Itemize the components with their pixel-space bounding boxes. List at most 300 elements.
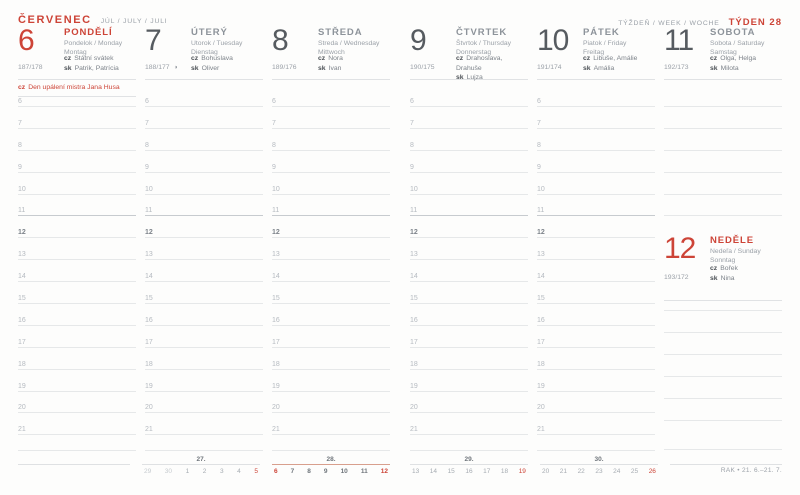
hour-rule	[18, 391, 136, 392]
mini-day-number: 12	[380, 468, 388, 475]
mini-day-number: 20	[542, 468, 550, 475]
month-header	[18, 10, 390, 26]
mini-day-number: 8	[307, 468, 311, 475]
hour-row-16	[145, 316, 263, 338]
nameday-cz: Bořek	[720, 265, 738, 273]
hour-label: 18	[18, 360, 26, 368]
cz-tag: cz	[18, 84, 26, 91]
day-number: 10	[537, 24, 569, 57]
hour-rule	[272, 347, 390, 348]
hour-rule	[410, 347, 528, 348]
sunday-lines	[664, 301, 782, 432]
sk-tag: sk	[191, 64, 199, 72]
hour-rule	[18, 281, 136, 282]
hour-rule	[410, 391, 528, 392]
hour-rule	[537, 303, 655, 304]
cz-tag: cz	[64, 55, 72, 62]
hour-label: 12	[410, 229, 418, 237]
nameday-sk: Amália	[593, 64, 615, 72]
mini-day-number: 3	[219, 468, 224, 475]
hour-rule	[18, 172, 136, 173]
day-name-translation: Štvrtok / Thursday	[456, 40, 512, 47]
mini-week-days	[142, 468, 260, 475]
hour-row-18	[145, 360, 263, 382]
mini-week-30	[540, 456, 658, 475]
hour-rule	[410, 259, 528, 260]
day-names	[583, 27, 626, 57]
hour-rule	[537, 325, 655, 326]
month-translations: JÚL / JULY / JULI	[100, 18, 168, 25]
day-number: 12	[664, 232, 696, 266]
hour-label: 9	[18, 163, 22, 171]
hour-row-10	[410, 185, 528, 207]
day-of-year: 191/174	[537, 64, 562, 71]
hour-label: 17	[410, 338, 418, 346]
day-column-wednesday	[272, 26, 390, 451]
hour-rule	[410, 303, 528, 304]
day-name-translation: Piatok / Friday	[583, 40, 627, 47]
hour-label: 15	[272, 295, 280, 303]
hour-row-19	[272, 382, 390, 404]
hour-label: 15	[145, 295, 153, 303]
hour-rule	[272, 369, 390, 370]
hour-rule	[145, 194, 263, 195]
header-spacer	[664, 80, 782, 97]
hour-label: 21	[410, 426, 418, 434]
hour-row-11	[18, 206, 136, 228]
saturday-lines	[664, 97, 782, 228]
nameday-sk: Ivan	[328, 64, 342, 72]
hour-row-9	[537, 163, 655, 185]
day-number: 6	[18, 24, 34, 57]
nameday-cz: Státní svátek	[74, 55, 114, 62]
hour-row-12	[18, 228, 136, 250]
day-name-translation: Streda / Wednesday	[318, 40, 380, 47]
hour-rule	[272, 215, 390, 216]
hour-row-19	[537, 382, 655, 404]
hour-row-13	[272, 250, 390, 272]
hour-row-21	[410, 425, 528, 447]
hour-rule	[410, 106, 528, 107]
hour-rule	[272, 106, 390, 107]
hour-label: 20	[537, 404, 545, 412]
hour-row-17	[18, 338, 136, 360]
day-name-translation: Pondelok / Monday	[64, 40, 123, 47]
day-name: STŘEDA	[318, 27, 363, 38]
hour-label: 16	[18, 316, 26, 324]
mini-day-number: 9	[323, 468, 328, 475]
hour-rule	[537, 172, 655, 173]
hour-label: 19	[537, 382, 545, 390]
mini-day-number: 1	[185, 468, 190, 475]
hour-label: 21	[537, 426, 545, 434]
hour-label: 16	[145, 316, 153, 324]
day-header-friday	[537, 26, 655, 80]
hour-rule	[145, 106, 263, 107]
hour-rule	[410, 150, 528, 151]
hour-label: 9	[145, 163, 149, 171]
day-name-translation-de: Donnerstag	[456, 48, 492, 56]
day-names	[710, 27, 764, 57]
hour-row-18	[272, 360, 390, 382]
hour-row-7	[145, 119, 263, 141]
ruled-line-row	[664, 411, 782, 433]
mini-day-number: 5	[254, 468, 258, 475]
cz-tag: cz	[710, 55, 718, 62]
hour-row-17	[537, 338, 655, 360]
day-of-year: 188/177 ◑	[145, 64, 178, 71]
day-header-monday	[18, 26, 136, 80]
hour-row-11	[272, 206, 390, 228]
left-day-columns	[18, 26, 390, 451]
hour-rule	[272, 172, 390, 173]
hour-label: 20	[272, 404, 280, 412]
hour-row-17	[272, 338, 390, 360]
mini-week-days	[410, 468, 528, 475]
hour-rule	[537, 128, 655, 129]
hour-row-14	[145, 272, 263, 294]
hour-rule	[272, 412, 390, 413]
hour-label: 18	[145, 360, 153, 368]
hour-row-11	[410, 206, 528, 228]
hour-row-9	[272, 163, 390, 185]
mini-day-number: 6	[274, 468, 278, 475]
hour-rule	[18, 194, 136, 195]
hour-rule	[537, 281, 655, 282]
hour-row-18	[18, 360, 136, 382]
hour-rule	[272, 128, 390, 129]
mini-day-number: 15	[447, 468, 455, 475]
hour-row-19	[18, 382, 136, 404]
hour-rule	[537, 150, 655, 151]
left-page	[18, 0, 390, 495]
rule-line	[664, 215, 782, 216]
hour-label: 19	[145, 382, 153, 390]
hour-label: 13	[410, 251, 418, 259]
hour-row-7	[18, 119, 136, 141]
mini-day-number: 10	[340, 468, 348, 475]
day-column-tuesday	[145, 26, 263, 451]
month-title: ČERVENEC	[18, 14, 92, 26]
rule-line	[664, 310, 782, 311]
hour-label: 12	[537, 229, 545, 237]
hour-rule	[537, 391, 655, 392]
hour-rule	[272, 150, 390, 151]
hour-rule	[272, 434, 390, 435]
hour-grid-wednesday	[272, 97, 390, 451]
hour-row-19	[145, 382, 263, 404]
namedays	[318, 54, 343, 73]
header-spacer	[537, 80, 655, 97]
hour-rule	[272, 237, 390, 238]
rule-line	[664, 194, 782, 195]
day-of-year: 192/173	[664, 64, 689, 71]
hour-label: 9	[272, 163, 276, 171]
hour-label: 19	[410, 382, 418, 390]
hour-rule	[410, 412, 528, 413]
hour-label: 8	[410, 141, 414, 149]
hour-label: 18	[410, 360, 418, 368]
mini-day-number: 11	[360, 468, 368, 475]
hour-row-12	[537, 228, 655, 250]
hour-label: 7	[537, 119, 541, 127]
mini-day-number: 22	[577, 468, 585, 475]
hour-label: 16	[537, 316, 545, 324]
hour-label: 10	[18, 185, 26, 193]
hour-label: 10	[272, 185, 280, 193]
hour-label: 14	[18, 273, 26, 281]
holiday-note	[18, 80, 136, 97]
hour-label: 9	[410, 163, 414, 171]
hour-row-6	[537, 97, 655, 119]
hour-rule	[145, 391, 263, 392]
mini-day-number: 16	[465, 468, 473, 475]
hour-label: 14	[145, 273, 153, 281]
mini-week-rule	[272, 464, 390, 465]
nameday-sk: Nina	[720, 274, 735, 282]
hour-label: 18	[537, 360, 545, 368]
mini-week-label: 30.	[594, 456, 604, 463]
mini-week-label: 29.	[464, 456, 474, 463]
rule-line	[664, 150, 782, 151]
hour-label: 18	[272, 360, 280, 368]
hour-rule	[145, 347, 263, 348]
hour-label: 12	[18, 229, 26, 237]
hour-row-14	[272, 272, 390, 294]
day-names	[191, 27, 242, 57]
hour-rule	[410, 172, 528, 173]
hour-label: 14	[537, 273, 545, 281]
namedays	[456, 54, 528, 83]
hour-row-10	[537, 185, 655, 207]
day-names	[710, 235, 761, 265]
hour-rule	[537, 106, 655, 107]
hour-rule	[18, 215, 136, 216]
hour-label: 16	[410, 316, 418, 324]
day-name-translation: Utorok / Tuesday	[191, 40, 243, 47]
hour-rule	[537, 215, 655, 216]
mini-day-number: 14	[429, 468, 438, 475]
namedays	[191, 54, 233, 73]
hour-label: 9	[537, 163, 541, 171]
hour-rule	[18, 347, 136, 348]
hour-label: 8	[272, 141, 276, 149]
hour-row-6	[272, 97, 390, 119]
namedays	[64, 54, 119, 73]
hour-label: 7	[410, 119, 414, 127]
hour-rule	[537, 434, 655, 435]
week-label: TÝŽDEŇ / WEEK / WOCHE	[618, 20, 720, 27]
day-header-saturday	[664, 26, 782, 80]
day-column-thursday	[410, 26, 528, 451]
day-header-thursday	[410, 26, 528, 80]
right-page	[410, 0, 782, 495]
hour-label: 10	[410, 185, 418, 193]
mini-week-27	[142, 456, 260, 475]
hour-label: 7	[18, 119, 22, 127]
hour-row-19	[410, 382, 528, 404]
hour-row-16	[272, 316, 390, 338]
nameday-sk: Lujza	[466, 74, 483, 81]
hour-rule	[410, 215, 528, 216]
hour-label: 17	[272, 338, 280, 346]
nameday-cz: Drahoslava, Drahuše	[456, 55, 503, 72]
hour-rule	[18, 150, 136, 151]
hour-rule	[18, 412, 136, 413]
day-name: ÚTERÝ	[191, 27, 228, 38]
hour-label: 12	[272, 229, 280, 237]
moon-phase-icon: ◑	[173, 64, 178, 71]
hour-rule	[18, 106, 136, 107]
namedays	[710, 264, 738, 283]
hour-row-18	[537, 360, 655, 382]
mini-week-label: 27.	[196, 456, 206, 463]
hour-row-9	[410, 163, 528, 185]
hour-rule	[410, 281, 528, 282]
ruled-line-row	[664, 163, 782, 185]
day-name-translation-de: Samstag	[710, 48, 737, 56]
day-name-translation: Sobota / Saturday	[710, 40, 765, 47]
day-names	[456, 27, 511, 57]
hour-label: 15	[410, 295, 418, 303]
grid-end-rule	[272, 447, 390, 451]
mini-day-number: 18	[500, 468, 509, 475]
hour-rule	[537, 237, 655, 238]
mini-day-number: 23	[595, 468, 603, 475]
hour-row-18	[410, 360, 528, 382]
hour-rule	[18, 369, 136, 370]
hour-label: 14	[272, 273, 280, 281]
hour-row-15	[272, 294, 390, 316]
hour-rule	[145, 303, 263, 304]
day-column-monday	[18, 26, 136, 451]
hour-row-13	[18, 250, 136, 272]
day-name: PONDĚLÍ	[64, 27, 113, 38]
sk-tag: sk	[456, 74, 464, 81]
hour-rule	[537, 259, 655, 260]
hour-rule	[410, 325, 528, 326]
hour-label: 15	[18, 295, 26, 303]
hour-row-8	[410, 141, 528, 163]
day-name-translation-de: Mittwoch	[318, 48, 345, 56]
holiday-text: Den upálení mistra Jana Husa	[28, 84, 120, 91]
hour-row-7	[410, 119, 528, 141]
hour-row-15	[145, 294, 263, 316]
hour-row-10	[145, 185, 263, 207]
rule-line	[664, 354, 782, 355]
hour-row-12	[272, 228, 390, 250]
cz-tag: cz	[318, 55, 326, 62]
hour-label: 21	[145, 426, 153, 434]
hour-row-15	[18, 294, 136, 316]
hour-label: 11	[537, 207, 545, 215]
hour-row-13	[537, 250, 655, 272]
hour-rule	[272, 194, 390, 195]
hour-label: 15	[537, 295, 545, 303]
nameday-cz: Olga, Helga	[720, 55, 757, 62]
day-header-sunday	[664, 228, 782, 301]
hour-label: 10	[537, 185, 545, 193]
sk-tag: sk	[64, 64, 72, 72]
ruled-line-row	[664, 206, 782, 228]
hour-label: 12	[145, 229, 153, 237]
hour-label: 19	[272, 382, 280, 390]
hour-label: 11	[18, 207, 26, 215]
day-column-saturday-sunday	[664, 26, 782, 451]
mini-week-rule	[410, 464, 528, 465]
day-number: 7	[145, 24, 161, 57]
day-name: ČTVRTEK	[456, 27, 508, 38]
day-name-translation-de: Freitag	[583, 48, 605, 56]
sk-tag: sk	[710, 64, 718, 72]
hour-label: 8	[18, 141, 22, 149]
hour-label: 10	[145, 185, 153, 193]
mini-week-days	[272, 468, 390, 475]
namedays	[710, 54, 756, 73]
sk-tag: sk	[710, 274, 718, 282]
day-names	[318, 27, 379, 57]
rule-line	[664, 376, 782, 377]
hour-grid-friday	[537, 97, 655, 451]
hour-row-8	[145, 141, 263, 163]
mini-week-rule	[540, 464, 658, 465]
ruled-line-row	[664, 185, 782, 207]
ruled-line-row	[664, 141, 782, 163]
hour-rule	[145, 412, 263, 413]
hour-label: 8	[145, 141, 149, 149]
hour-rule	[145, 325, 263, 326]
mini-week-29	[410, 456, 528, 475]
hour-rule	[537, 347, 655, 348]
rule-line	[664, 332, 782, 333]
mini-day-number: 30	[164, 468, 173, 475]
header-spacer	[272, 80, 390, 97]
hour-label: 11	[272, 207, 280, 215]
hour-row-15	[537, 294, 655, 316]
day-number: 9	[410, 24, 426, 57]
hour-row-21	[18, 425, 136, 447]
hour-row-10	[272, 185, 390, 207]
ruled-line-row	[664, 367, 782, 389]
day-header-tuesday	[145, 26, 263, 80]
hour-label: 19	[18, 382, 26, 390]
hour-label: 7	[145, 119, 149, 127]
hour-row-16	[410, 316, 528, 338]
hour-row-8	[537, 141, 655, 163]
hour-rule	[18, 237, 136, 238]
hour-row-15	[410, 294, 528, 316]
hour-label: 20	[18, 404, 26, 412]
hour-row-20	[272, 403, 390, 425]
day-of-year: 187/178	[18, 64, 43, 71]
hour-label: 20	[410, 404, 418, 412]
hour-row-21	[272, 425, 390, 447]
hour-label: 17	[145, 338, 153, 346]
hour-grid-thursday	[410, 97, 528, 451]
hour-label: 13	[18, 251, 26, 259]
hour-row-10	[18, 185, 136, 207]
hour-rule	[145, 172, 263, 173]
hour-label: 7	[272, 119, 276, 127]
week-number: TÝDEN 28	[728, 17, 782, 28]
rule-line	[664, 172, 782, 173]
left-bottom-strip	[18, 456, 390, 475]
hour-rule	[272, 391, 390, 392]
day-name-translation-de: Dienstag	[191, 48, 218, 56]
hour-row-17	[410, 338, 528, 360]
hour-row-12	[145, 228, 263, 250]
hour-label: 21	[272, 426, 280, 434]
